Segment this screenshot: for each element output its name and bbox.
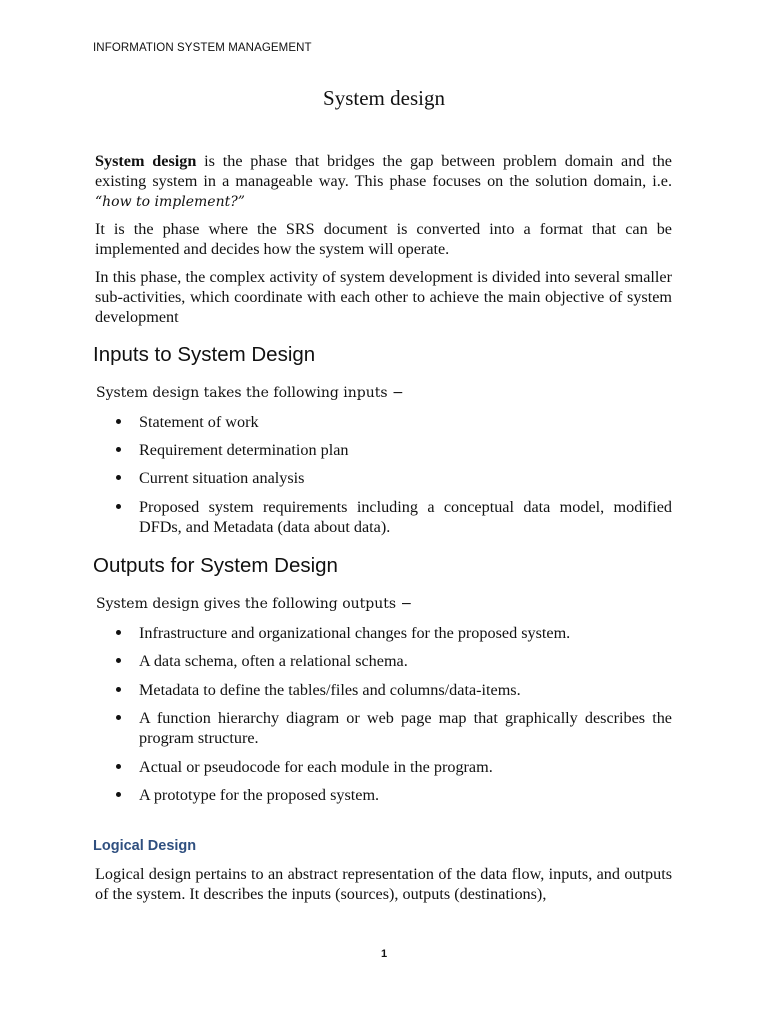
page-title: System design [323,86,445,110]
inputs-heading: Inputs to System Design [93,343,316,366]
bullet-icon [116,792,121,797]
list-item-text: Actual or pseudocode for each module in the program. [139,758,493,776]
bullet-icon [116,658,121,663]
list-item-text: A prototype for the proposed system. [139,786,380,804]
bullet-icon [116,504,121,509]
bullet-icon [116,764,121,769]
list-item-text: Statement of work [139,413,259,431]
how-to-implement-quote: “how to implement?” [95,194,245,210]
intro-paragraph-3: In this phase, the complex activity of system development is divided into several smaller sub-activities, which coordinate with each other to achieve the main objective of system development [95,268,672,326]
inputs-intro: System design takes the following inputs − [96,385,404,401]
bullet-icon [116,630,121,635]
intro-paragraph-2: It is the phase where the SRS document is converted into a format that can be implemented and decides how the system will operate. [95,220,672,258]
list-item-text: Requirement determination plan [139,441,349,459]
list-item-text: A function hierarchy diagram or web page map that graphically describes the program structure. [139,709,672,747]
outputs-intro: System design gives the following outputs − [96,596,413,612]
bullet-icon [116,419,121,424]
system-design-term: System design [95,152,197,170]
logical-design-heading: Logical Design [93,838,197,854]
bullet-icon [116,475,121,480]
logical-design-paragraph: Logical design pertains to an abstract representation of the data flow, inputs, and outputs of the system. It describes the inputs (sources), outputs (destinations), [95,865,672,903]
intro-paragraph-1-text: is the phase that bridges the gap between problem domain and the existing system in a manageable way. This phase focuses on the solution domain, i.e. [95,152,672,190]
list-item-text: Infrastructure and organizational changes for the proposed system. [139,624,571,642]
bullet-icon [116,447,121,452]
bullet-icon [116,687,121,692]
bullet-icon [116,715,121,720]
list-item-text: A data schema, often a relational schema. [139,652,408,670]
running-header: INFORMATION SYSTEM MANAGEMENT [93,42,312,54]
list-item-text: Current situation analysis [139,469,305,487]
outputs-heading: Outputs for System Design [93,554,338,577]
list-item-text: Metadata to define the tables/files and columns/data-items. [139,681,521,699]
page-number: 1 [380,948,388,960]
intro-paragraph-1 [95,151,672,212]
list-item-text: Proposed system requirements including a conceptual data model, modified DFDs, and Metadata (data about data). [139,498,672,536]
